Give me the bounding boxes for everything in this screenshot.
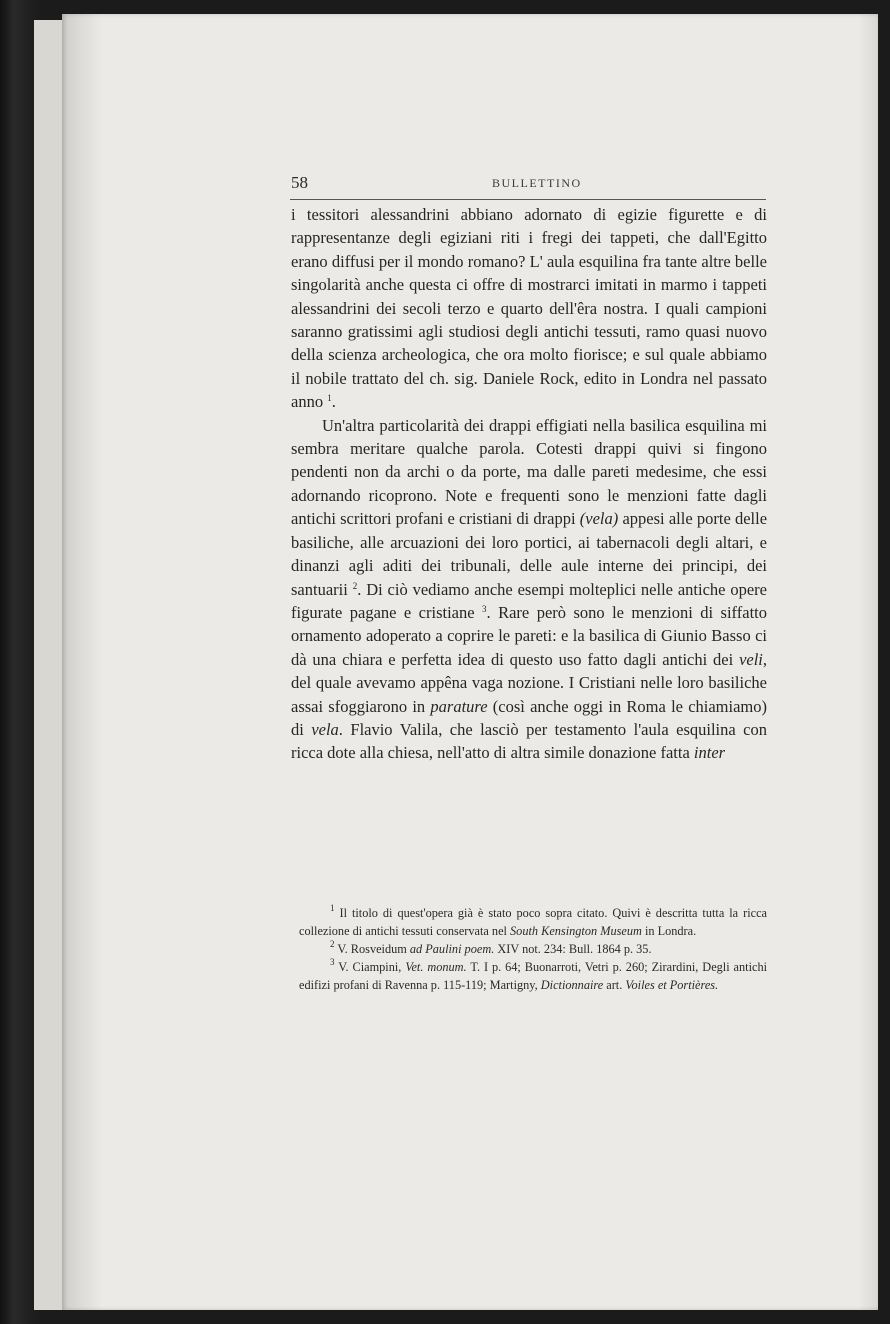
running-title: BULLETTINO — [492, 176, 582, 190]
text-run: V. Ciampini, — [338, 960, 402, 975]
header-rule — [290, 199, 766, 200]
italic-term: vela — [311, 719, 339, 739]
text-run: in Londra. — [644, 924, 697, 939]
italic-term: inter — [693, 743, 726, 763]
italic-term: parature — [430, 696, 488, 716]
footnote-ref-2: 2 — [352, 580, 358, 591]
italic-title: South Kensington Museum — [510, 924, 642, 939]
text-run: appesi alle porte delle basiliche, alle arcuazioni dei loro portici, ai tabernacoli degli altari, e dinanzi agli aditi dei tribunali, delle aule interne dei principi, dei santuarii — [291, 509, 768, 599]
text-run: art. — [606, 978, 623, 993]
text-run: , del quale avevamo appêna vaga nozione. I Cristiani nelle loro basiliche assai sfoggiarono in — [291, 649, 768, 716]
text-run: (così anche oggi in Roma le chiamiamo) di — [291, 696, 768, 739]
footnote-ref-1: 1 — [327, 393, 332, 404]
paragraph-1 — [291, 203, 767, 414]
text-run: Il titolo di quest'opera già è stato poco sopra citato. Quivi è descritta tutta la ricca collezione di antichi tessuti conservata nel — [299, 906, 767, 939]
footnote-ref-3: 3 — [482, 603, 487, 614]
page-edge-shadow — [858, 14, 878, 1310]
footnotes — [299, 904, 767, 994]
italic-title: Dictionnaire — [540, 978, 604, 993]
italic-term: (vela) — [579, 509, 619, 529]
text-run: XIV not. 234: Bull. 1864 p. 35. — [497, 942, 652, 957]
footnote-3 — [299, 958, 767, 994]
text-run: . Di ciò vediamo anche esempi molteplici nelle antiche opere figurate pagane e cristiane — [291, 579, 768, 622]
footnote-number: 2 — [330, 939, 335, 950]
text-run: V. Rosveidum — [337, 942, 407, 957]
italic-term: veli — [739, 649, 763, 669]
footnote-number: 3 — [330, 957, 335, 968]
page-number: 58 — [291, 173, 308, 192]
footnote-2 — [299, 940, 767, 958]
footnote-1 — [299, 904, 767, 940]
text-run: Un'altra particolarità dei drappi effigiati nella basilica esquilina mi sembra meritare qualche parola. Cotesti drappi quivi si fingono pendenti non da archi o da porte, ma dalle pareti medesime, che essi adornando ricoprono. Note e frequenti sono le menzioni fatte dagli antichi scrittori profani e cristiani di drappi — [291, 415, 767, 529]
italic-title: Voiles et Portières. — [625, 978, 719, 993]
text-run: i tessitori alessandrini abbiano adornato di egizie figurette e di rappresentanze degli egiziani riti i fregi dei tappeti, che dall'Egitto erano diffusi per il mondo romano? L' aula esquilina fra tante altre belle singolarità anche questa ci offre di mostrarci imitati in marmo i tappeti alessandrini dei secoli terzo e quarto dell'êra nostra. I quali campioni saranno gratissimi agli studiosi degli antichi tessuti, ramo quasi nuovo della scienza archeologica, che ora molto fiorisce; e sul quale abbiamo il nobile trattato del ch. sig. Daniele Rock, edito in Londra nel passato anno — [291, 205, 767, 412]
text-run: . Rare però sono le menzioni di siffatto ornamento adoperato a coprire le pareti: e la basilica di Giunio Basso ci dà una chiara e perfetta idea di questo uso fatto dagli antichi dei — [291, 602, 767, 669]
text-run: . Flavio Valila, che lasciò per testamento l'aula esquilina con ricca dote alla chiesa, nell'atto di altra simile donazione fatta — [291, 719, 767, 763]
text-run: . — [331, 392, 336, 412]
italic-title: ad Paulini poem. — [409, 942, 495, 957]
italic-title: Vet. monum. — [405, 960, 467, 975]
page-gutter-shadow — [62, 14, 102, 1310]
footnote-number: 1 — [330, 903, 335, 913]
main-text — [291, 203, 767, 765]
paragraph-2 — [291, 414, 767, 765]
text-run: T. I p. 64; Buonarroti, Vetri p. 260; Zirardini, Degli antichi edifizi profani di Ravenna p. 115-119; Martigny, — [299, 960, 768, 993]
